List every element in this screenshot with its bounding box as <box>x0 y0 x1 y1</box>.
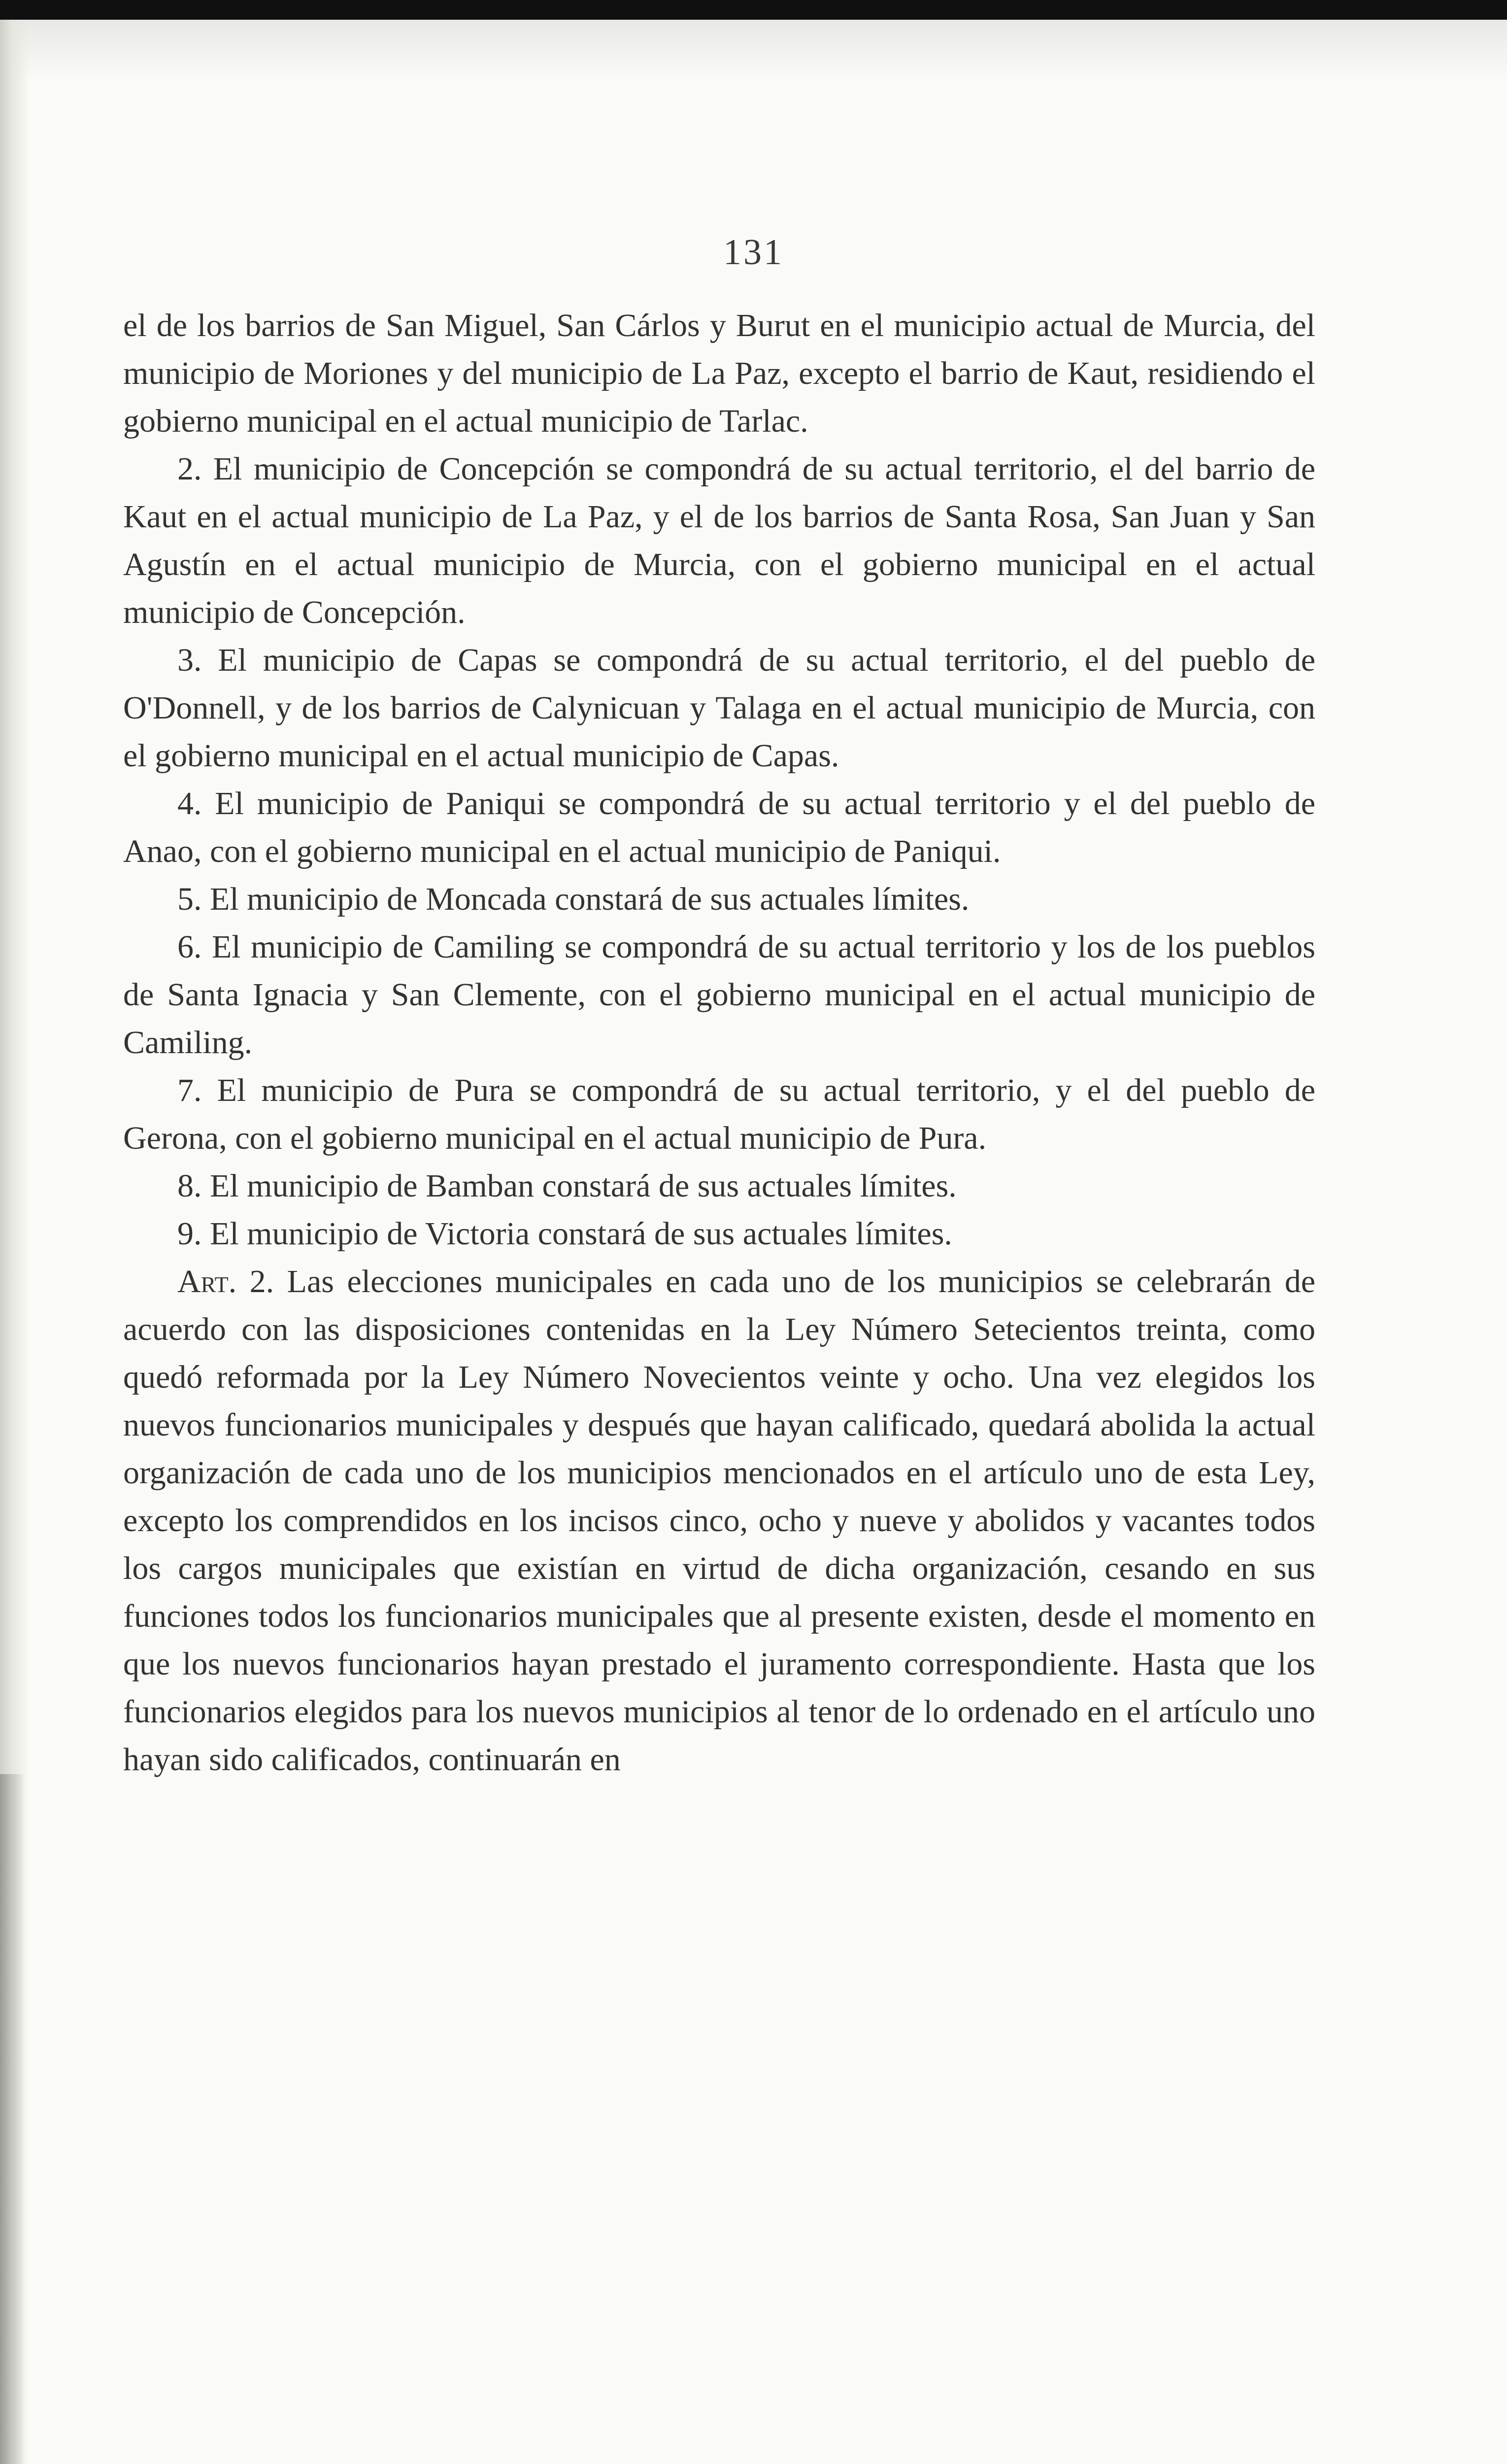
paragraph-item-5: 5. El municipio de Moncada constará de sus actuales límites. <box>177 881 970 917</box>
paragraph-continuation: el de los barrios de San Miguel, San Cárlos y Burut en el municipio actual de Murcia, del municipio de Moriones y del municipio de La Paz, excepto el barrio de Kaut, residiendo el gobierno municipal en el actual municipio de Tarlac. <box>123 308 1315 439</box>
paragraph-item-9: 9. El municipio de Victoria constará de sus actuales límites. <box>177 1216 952 1252</box>
paragraph-item-8: 8. El municipio de Bamban constará de sus actuales límites. <box>177 1168 957 1204</box>
scan-left-binding-shadow <box>0 1774 25 2464</box>
paragraph-item-2: 2. El municipio de Concepción se compondrá de su actual territorio, el del barrio de Kaut en el actual municipio de La Paz, y el de los barrios de Santa Rosa, San Juan y San Agustín en el actual municipio de Murcia, con el gobierno municipal en el actual municipio de Concepción. <box>123 451 1315 630</box>
page-number: 131 <box>723 232 784 273</box>
scan-top-shadow <box>0 20 1507 79</box>
paragraph-item-4: 4. El municipio de Paniqui se compondrá de su actual territorio y el del pueblo de Anao, con el gobierno municipal en el actual municipio de Paniqui. <box>123 786 1315 869</box>
paragraph-item-3: 3. El municipio de Capas se compondrá de su actual territorio, el del pueblo de O'Donnell, y de los barrios de Calynicuan y Talaga en el actual municipio de Murcia, con el gobierno municipal en el actual municipio de Capas. <box>123 642 1315 774</box>
article-heading: Art. 2. <box>177 1264 274 1300</box>
paragraph-item-7: 7. El municipio de Pura se compondrá de su actual territorio, y el del pueblo de Gerona, con el gobierno municipal en el actual municipio de Pura. <box>123 1072 1315 1156</box>
scan-top-border <box>0 0 1507 20</box>
page-body <box>123 302 1315 1783</box>
paragraph-article-2 <box>123 1258 1315 1783</box>
paragraph-item-6: 6. El municipio de Camiling se compondrá de su actual territorio y los de los pueblos de Santa Ignacia y San Clemente, con el gobierno municipal en el actual municipio de Camiling. <box>123 929 1315 1061</box>
article-body: Las elecciones municipales en cada uno de los municipios se celebrarán de acuerdo con las disposiciones contenidas en la Ley Número Setecientos treinta, como quedó reformada por la Ley Número Novecientos veinte y ocho. Una vez elegidos los nuevos funcionarios municipales y después que hayan calificado, quedará abolida la actual organización de cada uno de los municipios mencionados en el artículo uno de esta Ley, excepto los comprendidos en los incisos cinco, ocho y nueve y abolidos y vacantes todos los cargos municipales que existían en virtud de dicha organización, cesando en sus funciones todos los funcionarios municipales que al presente existen, desde el momento en que los nuevos funcionarios hayan prestado el juramento correspondiente. Hasta que los funcionarios elegidos para los nuevos municipios al tenor de lo ordenado en el artículo uno hayan sido calificados, continuarán en <box>123 1264 1316 1778</box>
